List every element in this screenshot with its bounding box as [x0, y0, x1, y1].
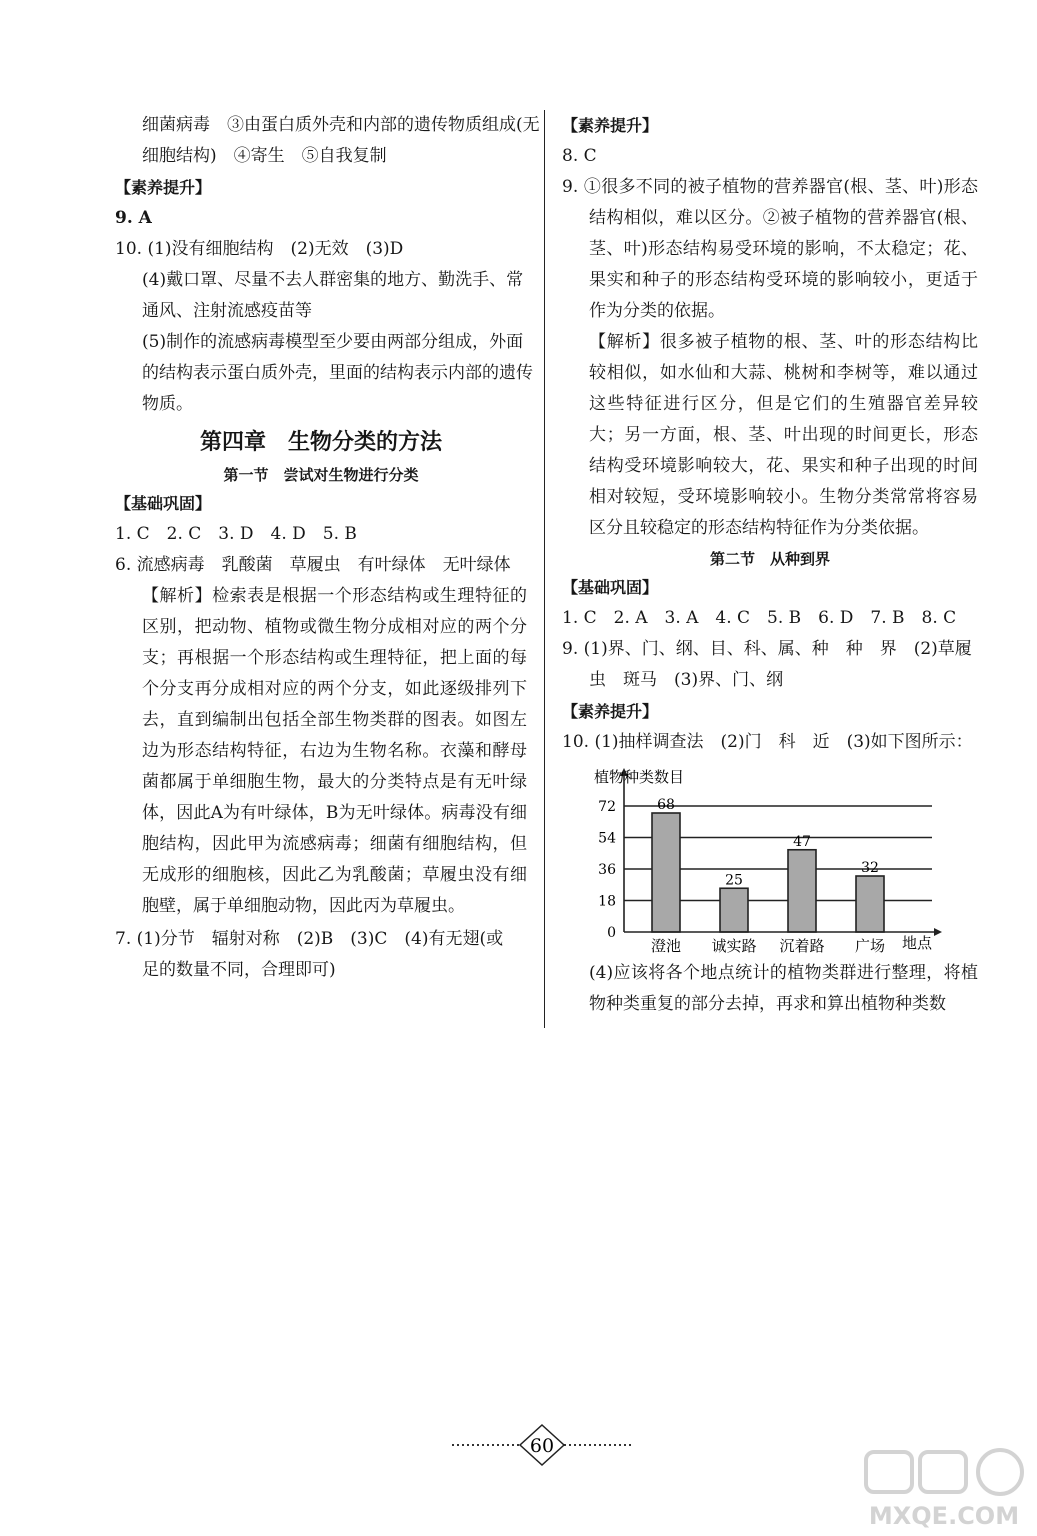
right-column [562, 110, 978, 1020]
watermark-logo [860, 1448, 1030, 1534]
y-tick-label: 0 [607, 925, 616, 941]
answer-q6: 6. 流感病毒 乳酸菌 草履虫 有叶绿体 无叶绿体 [115, 555, 511, 575]
answer-line: 虫 斑马 (3)界、门、纲 [589, 670, 784, 690]
page-number: 60 [529, 1435, 555, 1457]
analysis-q6: 【解析】检索表是根据一个形态结构或生理特征的区别，把动物、植物或微生物分成相对应的两个分支；再根据一个形态结构或生理特征，把上面的每个分支再分成相对应的两个分支，如此逐级排列下去，直到编制出包括全部生物类群的图表。如图左边为形态结构特征，右边为生物名称。衣藻和酵母菌都属于单细胞生物，最大的分类特点是有无叶绿体，因此A为有叶绿体，B为无叶绿体。病毒没有细胞结构，因此甲为流感病毒；细菌有细胞结构，但无成形的细胞核，因此乙为乳酸菌；草履虫没有细胞壁，属于单细胞动物，因此丙为草履虫。 [142, 586, 527, 916]
answer-q10-4: (4)应该将各个地点统计的植物类群进行整理，将植物种类重复的部分去掉，再求和算出植物种类数 [589, 963, 978, 1014]
answer-q10: 10. (1)抽样调查法 (2)门 科 近 (3)如下图所示： [562, 732, 973, 752]
y-tick-label: 36 [598, 862, 616, 878]
answer-mc: 1. C 2. C 3. D 4. D 5. B [115, 524, 357, 544]
answer-q9b: 9. (1)界、门、纲、目、科、属、种 种 界 (2)草履 [562, 639, 972, 659]
section-tag: 【素养提升】 [562, 116, 659, 135]
answer-line: 的结构表示蛋白质外壳，里面的结构表示内部的遗传 [142, 363, 533, 383]
bar-value-label: 32 [861, 860, 879, 876]
answer-mc: 1. C 2. A 3. A 4. C 5. B 6. D 7. B 8. C [562, 608, 957, 628]
answer-q7: 7. (1)分节 辐射对称 (2)B (3)C (4)有无翅(或 [115, 929, 504, 949]
chart-bar [652, 813, 680, 932]
chart-bar [720, 888, 748, 932]
x-tick-label: 广场 [854, 937, 886, 955]
left-column [115, 110, 540, 986]
bar-value-label: 47 [793, 833, 811, 850]
section-tag: 【素养提升】 [562, 702, 659, 721]
answer-line: (4)戴口罩、尽量不去人群密集的地方、勤洗手、常 [142, 270, 524, 290]
x-axis-arrow [934, 928, 942, 936]
chart-bar [788, 850, 816, 932]
answer-line: (5)制作的流感病毒模型至少要由两部分组成，外面 [142, 332, 524, 352]
answer-line: 物质。 [142, 394, 193, 414]
y-tick-label: 54 [598, 830, 616, 847]
page-number-badge [452, 1423, 632, 1467]
chart-xlabel: 地点 [902, 934, 933, 952]
y-tick-label: 18 [598, 893, 616, 910]
answer-line: 细菌病毒 ③由蛋白质外壳和内部的遗传物质组成(无 [142, 115, 540, 135]
answer-q9: 9. A [115, 208, 152, 228]
chart-ylabel: 植物种类数目 [594, 768, 685, 786]
answer-q10: 10. (1)没有细胞结构 (2)无效 (3)D [115, 239, 404, 259]
watermark-text: MXQE.COM [868, 1502, 1020, 1530]
answer-line: 通风、注射流感疫苗等 [142, 301, 312, 321]
bar-value-label: 25 [725, 872, 743, 889]
section-title: 第一节 尝试对生物进行分类 [223, 466, 419, 484]
section-tag: 【基础巩固】 [115, 494, 212, 513]
section-title: 第二节 从种到界 [709, 550, 830, 568]
analysis-q9: 【解析】很多被子植物的根、茎、叶的形态结构比较相似，如水仙和大蒜、桃树和李树等，难以通过这些特征进行区分，但是它们的生殖器官差异较大；另一方面，根、茎、叶出现的时间更长，形态结构受环境影响较大，花、果实和种子出现的时间相对较短，受环境影响较小。生物分类常常将容易区分且较稳定的形态结构特征作为分类依据。 [589, 332, 978, 538]
column-divider [544, 110, 545, 1028]
answer-line: 细胞结构) ④寄生 ⑤自我复制 [142, 146, 387, 166]
answer-line: 足的数量不同，合理即可) [142, 960, 336, 980]
chart-bar [856, 876, 884, 932]
answer-q9: 9. ①很多不同的被子植物的营养器官(根、茎、叶)形态结构相似，难以区分。②被子植物的营养器官(根、茎、叶)形态结构易受环境的影响，不太稳定；花、果实和种子的形态结构受环境的影响较小，更适于作为分类的依据。 [562, 177, 978, 321]
x-tick-label: 沉着路 [779, 937, 825, 955]
section-tag: 【素养提升】 [115, 178, 212, 197]
answer-q8: 8. C [562, 146, 597, 166]
bar-value-label: 68 [657, 797, 675, 813]
bar-chart [562, 762, 962, 958]
x-tick-label: 澄池 [650, 937, 682, 955]
y-tick-label: 72 [598, 799, 616, 815]
section-tag: 【基础巩固】 [562, 578, 659, 597]
chapter-title: 第四章 生物分类的方法 [199, 430, 442, 455]
x-tick-label: 诚实路 [711, 937, 757, 955]
